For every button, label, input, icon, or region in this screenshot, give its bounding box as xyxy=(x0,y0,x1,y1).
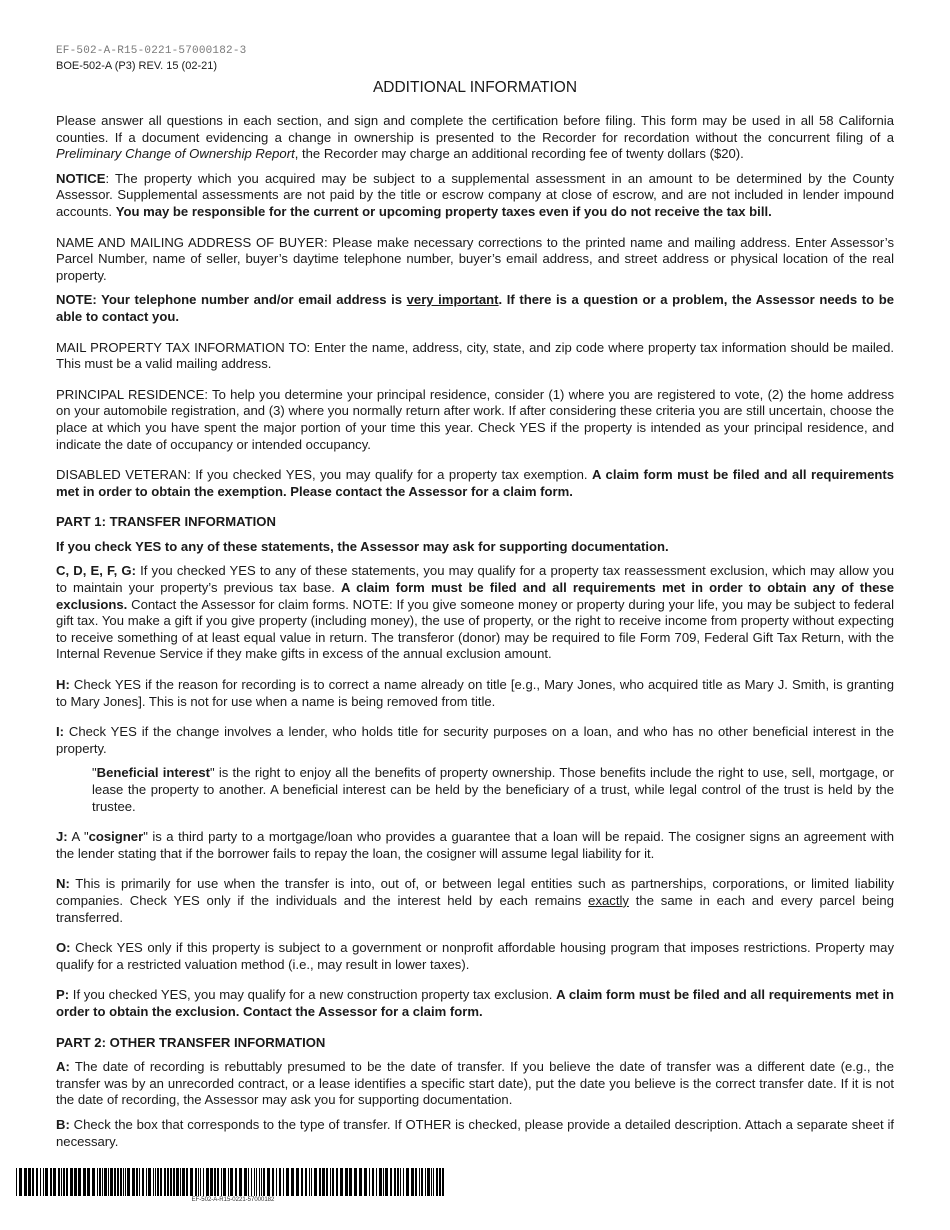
barcode-bar xyxy=(235,1168,237,1196)
barcode-bar xyxy=(425,1168,426,1196)
barcode-bar xyxy=(439,1168,441,1196)
barcode-bar xyxy=(210,1168,213,1196)
barcode-bar xyxy=(180,1168,181,1196)
barcode-bar xyxy=(305,1168,307,1196)
barcode-bar xyxy=(319,1168,321,1196)
j-label: J: xyxy=(56,829,68,845)
barcode-bar xyxy=(263,1168,265,1196)
barcode-bar xyxy=(186,1168,188,1196)
barcode-bar xyxy=(125,1168,126,1196)
form-id: EF-502-A-R15-0221-57000182-3 xyxy=(56,45,247,57)
barcode-bar xyxy=(254,1168,255,1196)
barcode-bar xyxy=(173,1168,175,1196)
barcode-bar xyxy=(403,1168,404,1196)
note-phone-bold xyxy=(56,292,894,324)
barcode-bar xyxy=(394,1168,396,1196)
part2-b-paragraph xyxy=(56,1117,894,1150)
barcode-bar xyxy=(40,1168,41,1196)
barcode-bar xyxy=(32,1168,34,1196)
part1-o-paragraph xyxy=(56,940,894,973)
barcode-bar xyxy=(190,1168,193,1196)
barcode-bar xyxy=(99,1168,101,1196)
barcode-bar xyxy=(16,1168,17,1196)
barcode-bar xyxy=(70,1168,73,1196)
barcode-bar xyxy=(427,1168,430,1196)
barcode-bar xyxy=(132,1168,135,1196)
barcode-bar xyxy=(256,1168,257,1196)
n-underline: exactly xyxy=(588,892,629,908)
barcode-bar xyxy=(164,1168,166,1196)
barcode-bar xyxy=(206,1168,209,1196)
part1-supporting-note: If you check YES to any of these statements, the Assessor may ask for supporting documentation. xyxy=(56,538,669,554)
barcode-bar xyxy=(345,1168,348,1196)
barcode-bar xyxy=(43,1168,44,1196)
intro-paragraph xyxy=(56,113,894,163)
barcode-bar xyxy=(53,1168,56,1196)
barcode-bar xyxy=(436,1168,438,1196)
barcode-bar xyxy=(376,1168,377,1196)
barcode-bar xyxy=(97,1168,98,1196)
j-text-2: " is a third party to a mortgage/loan who provides a guarantee that a loan will be repaid. The cosigner signs an agreement with the lender stating that if the borrower fails to repay the loan, the cosigner will assume legal liability for it. xyxy=(56,829,894,861)
note-phone-text-1: NOTE: Your telephone number and/or email address is xyxy=(56,292,407,308)
notice-bold-text: You may be responsible for the current or upcoming property taxes even if you do not receive the tax bill. xyxy=(115,203,772,219)
p-text: If you checked YES, you may qualify for a new construction property tax exclusion. xyxy=(69,987,557,1003)
part2-a-text: The date of recording is rebuttably presumed to be the date of transfer. If you believe the date of transfer was a different date (e.g., the transfer was by an unrecorded contract, or a lease identifies a specific start date), put the date you believe is the correct transfer date. If it is not the date of recording, the Assessor may ask you for supporting documentation. xyxy=(56,1059,894,1108)
intro-text-1: Please answer all questions in each section, and sign and complete the certification before filing. This form may be used in all 58 California counties. If a document evidencing a change in ownership is presented to the Recorder for recordation without the concurrent filing of a xyxy=(56,113,894,145)
barcode-bar xyxy=(123,1168,124,1196)
barcode-bar xyxy=(421,1168,423,1196)
part2-a-paragraph xyxy=(56,1059,894,1109)
cdefg-text-1: If you checked YES to any of these statements, you may qualify for a property tax reassessment exclusion, which may allow you to maintain your property’s previous tax base. xyxy=(56,563,894,596)
barcode-bar xyxy=(157,1168,159,1196)
note-phone-text-2: . If there is a question or a problem, the Assessor needs to be able to contact you. xyxy=(56,292,895,324)
barcode-bar xyxy=(385,1168,388,1196)
barcode-bar xyxy=(261,1168,262,1196)
barcode-bar xyxy=(372,1168,374,1196)
cdefg-text-2: Contact the Assessor for claim forms. NOTE: If you give someone money or property during your life, you may be subject to federal gift tax. You make a gift if you give property (including money), the use of property, or the right to receive income from property without expecting to receive something of at least equal value in return. The transferor (donor) may be required to file Form 709, Federal Gift Tax Return, with the Internal Revenue Service if they make gifts in excess of the annual exclusion amount. xyxy=(56,596,894,662)
barcode-bar xyxy=(117,1168,119,1196)
barcode-bar xyxy=(433,1168,434,1196)
barcode-bar xyxy=(19,1168,22,1196)
part1-j-paragraph xyxy=(56,829,894,862)
barcode-bar xyxy=(182,1168,185,1196)
name-address-paragraph: NAME AND MAILING ADDRESS OF BUYER: Please make necessary corrections to the printed name and mailing address. Enter Assessor’s Parcel Number, name of seller, buyer’s daytime telephone number, buyer’s email address, and street address or physical location of the real property. xyxy=(56,234,894,283)
part1-cdefg-paragraph xyxy=(56,563,894,663)
h-label: H: xyxy=(56,677,70,693)
part1-h-paragraph xyxy=(56,677,894,710)
j-text-1: A " xyxy=(67,829,89,845)
barcode-bar xyxy=(354,1168,357,1196)
part2-b-label: B: xyxy=(56,1116,70,1132)
form-revision: BOE-502-A (P3) REV. 15 (02-21) xyxy=(56,60,218,72)
p-label: P: xyxy=(56,987,70,1003)
n-label: N: xyxy=(56,876,70,892)
barcode-bar xyxy=(139,1168,140,1196)
beneficial-text: " is the right to enjoy all the benefits of property ownership. Those benefits include the right to use, sell, mortgage, or lease the property to another. A beneficial interest can be held by the beneficiary of a trust, while legal control of the trust is held by the trustee. xyxy=(92,765,894,814)
barcode-bar xyxy=(400,1168,401,1196)
barcode-bar xyxy=(195,1168,197,1196)
barcode-bar xyxy=(230,1168,233,1196)
notice-label: NOTICE xyxy=(56,170,106,186)
barcode-bar xyxy=(214,1168,216,1196)
barcode-bar xyxy=(63,1168,65,1196)
disabled-veteran-bold: A claim form must be filed and all requirements met in order to obtain the exemption. Please contact the Assessor for a claim form. xyxy=(56,467,894,499)
barcode-bar xyxy=(259,1168,260,1196)
barcode-bar xyxy=(379,1168,382,1196)
intro-text-2: , the Recorder may charge an additional recording fee of twenty dollars ($20). xyxy=(294,146,744,162)
barcode-bar xyxy=(390,1168,392,1196)
barcode-bar xyxy=(153,1168,154,1196)
barcode-bar xyxy=(415,1168,417,1196)
notice-text: : The property which you acquired may be subject to a supplemental assessment in an amount to be determined by the County Assessor. Supplemental assessments are not paid by the title or escrow company at close of escrow, and are not included in lender impound accounts. xyxy=(56,170,894,219)
barcode-bar xyxy=(364,1168,367,1196)
barcode-bar xyxy=(50,1168,52,1196)
barcode-bar xyxy=(170,1168,172,1196)
barcode-bar xyxy=(301,1168,303,1196)
barcode-bar xyxy=(160,1168,162,1196)
barcode-bar xyxy=(276,1168,277,1196)
barcode xyxy=(16,1168,450,1204)
h-text: Check YES if the reason for recording is to correct a name already on title [e.g., Mary Jones, who acquired title as Mary J. Smith, is granting to Mary Jones]. This is not for use when a name is being removed from title. xyxy=(56,677,894,709)
part1-p-paragraph xyxy=(56,987,894,1020)
barcode-bar xyxy=(272,1168,274,1196)
barcode-bar xyxy=(248,1168,249,1196)
barcode-bar xyxy=(155,1168,156,1196)
note-phone-underline: very important xyxy=(406,292,499,308)
barcode-bar xyxy=(92,1168,95,1196)
barcode-bar xyxy=(198,1168,199,1196)
barcode-bar xyxy=(58,1168,60,1196)
barcode-bar xyxy=(349,1168,352,1196)
barcode-bar xyxy=(24,1168,27,1196)
intro-report-name: Preliminary Change of Ownership Report xyxy=(56,146,295,162)
cdefg-label: C, D, E, F, G: xyxy=(56,563,136,579)
cdefg-bold: A claim form must be filed and all requirements met in order to obtain any of these exclusions. xyxy=(56,580,894,612)
barcode-bar xyxy=(221,1168,222,1196)
barcode-bar xyxy=(411,1168,414,1196)
barcode-bar xyxy=(419,1168,420,1196)
barcode-bar xyxy=(309,1168,310,1196)
barcode-bar xyxy=(336,1168,338,1196)
barcode-bar xyxy=(36,1168,38,1196)
barcode-bar xyxy=(200,1168,201,1196)
barcode-bar xyxy=(244,1168,247,1196)
barcode-bar xyxy=(104,1168,107,1196)
barcode-bar xyxy=(83,1168,86,1196)
part2-heading: PART 2: OTHER TRANSFER INFORMATION xyxy=(56,1034,326,1050)
beneficial-interest-paragraph xyxy=(92,765,894,815)
barcode-bar xyxy=(120,1168,122,1196)
barcode-bar xyxy=(296,1168,299,1196)
o-label: O: xyxy=(56,940,71,956)
barcode-bar xyxy=(228,1168,229,1196)
barcode-bar xyxy=(406,1168,409,1196)
n-text-1: This is primarily for use when the transfer is into, out of, or between legal entities such as partnerships, corporations, or limited liability companies. Check YES only if the individuals and the interest held by each remains xyxy=(56,876,894,908)
p-bold: A claim form must be filed and all requirements met in order to obtain the exclusion. Contact the Assessor for a claim form. xyxy=(56,987,894,1019)
barcode-graphic xyxy=(16,1168,448,1196)
part2-a-label: A: xyxy=(56,1059,70,1075)
barcode-bar xyxy=(359,1168,362,1196)
barcode-bar xyxy=(286,1168,289,1196)
barcode-bar xyxy=(223,1168,226,1196)
barcode-bar xyxy=(78,1168,81,1196)
beneficial-term: Beneficial interest xyxy=(96,765,210,781)
barcode-bar xyxy=(136,1168,138,1196)
barcode-bar xyxy=(431,1168,432,1196)
part2-b-text: Check the box that corresponds to the type of transfer. If OTHER is checked, please provide a detailed description. Attach a separate sheet if necessary. xyxy=(56,1116,894,1149)
barcode-bar xyxy=(442,1168,444,1196)
barcode-bar xyxy=(146,1168,147,1196)
part1-heading: PART 1: TRANSFER INFORMATION xyxy=(56,514,276,530)
barcode-bar xyxy=(176,1168,179,1196)
barcode-bar xyxy=(148,1168,151,1196)
part1-n-paragraph xyxy=(56,876,894,926)
barcode-bar xyxy=(28,1168,31,1196)
barcode-bar xyxy=(322,1168,325,1196)
barcode-bar xyxy=(332,1168,334,1196)
beneficial-quote: " xyxy=(92,765,97,781)
barcode-bar xyxy=(127,1168,130,1196)
barcode-bar xyxy=(239,1168,242,1196)
barcode-bar xyxy=(251,1168,252,1196)
mail-tax-paragraph: MAIL PROPERTY TAX INFORMATION TO: Enter the name, address, city, state, and zip code where property tax information should be mailed. This must be a valid mailing address. xyxy=(56,339,894,372)
barcode-bar xyxy=(311,1168,312,1196)
barcode-bar xyxy=(267,1168,270,1196)
n-text-2: the same in each and every parcel being transferred. xyxy=(56,892,894,925)
disabled-veteran-text: DISABLED VETERAN: If you checked YES, you may qualify for a property tax exemption. xyxy=(56,467,593,483)
barcode-bar xyxy=(291,1168,294,1196)
barcode-bar xyxy=(369,1168,370,1196)
barcode-bar xyxy=(66,1168,68,1196)
barcode-bar xyxy=(114,1168,116,1196)
barcode-bar xyxy=(314,1168,317,1196)
principal-residence-paragraph: PRINCIPAL RESIDENCE: To help you determine your principal residence, consider (1) where you are registered to vote, (2) the home address on your automobile registration, and (3) where you normally return after work. If after considering these criteria you are still uncertain, choose the place at which you have spent the major portion of your time this year. Check YES if the property is intended as your principal residence, and indicate the date of occupancy or intended occupancy. xyxy=(56,386,894,452)
barcode-bar xyxy=(102,1168,103,1196)
cosigner-term: cosigner xyxy=(88,829,144,845)
barcode-bar xyxy=(340,1168,343,1196)
barcode-bar xyxy=(167,1168,169,1196)
barcode-bar xyxy=(203,1168,204,1196)
barcode-bar xyxy=(383,1168,384,1196)
barcode-text: EF-502-A-R15-0221-57000182 xyxy=(191,1197,275,1203)
i-label: I: xyxy=(56,724,64,740)
barcode-bar xyxy=(45,1168,48,1196)
barcode-bar xyxy=(217,1168,219,1196)
o-text: Check YES only if this property is subject to a government or nonprofit affordable housing program that imposes restrictions. Property may qualify for a restricted valuation method (i.e., may result in lower taxes). xyxy=(56,940,894,972)
barcode-bar xyxy=(397,1168,399,1196)
note-phone-paragraph xyxy=(56,292,894,325)
barcode-bar xyxy=(279,1168,281,1196)
barcode-bar xyxy=(110,1168,113,1196)
barcode-bar xyxy=(61,1168,62,1196)
barcode-bar xyxy=(326,1168,328,1196)
barcode-bar xyxy=(87,1168,90,1196)
page-title: ADDITIONAL INFORMATION xyxy=(372,79,578,96)
part1-i-paragraph xyxy=(56,724,894,757)
barcode-bar xyxy=(330,1168,331,1196)
barcode-bar xyxy=(283,1168,284,1196)
barcode-bar xyxy=(142,1168,144,1196)
barcode-bar xyxy=(108,1168,109,1196)
i-text: Check YES if the change involves a lender, who holds title for security purposes on a loan, and who has no other beneficial interest in the property. xyxy=(56,724,894,756)
disabled-veteran-paragraph xyxy=(56,467,894,500)
notice-paragraph xyxy=(56,171,894,221)
barcode-bar xyxy=(74,1168,77,1196)
